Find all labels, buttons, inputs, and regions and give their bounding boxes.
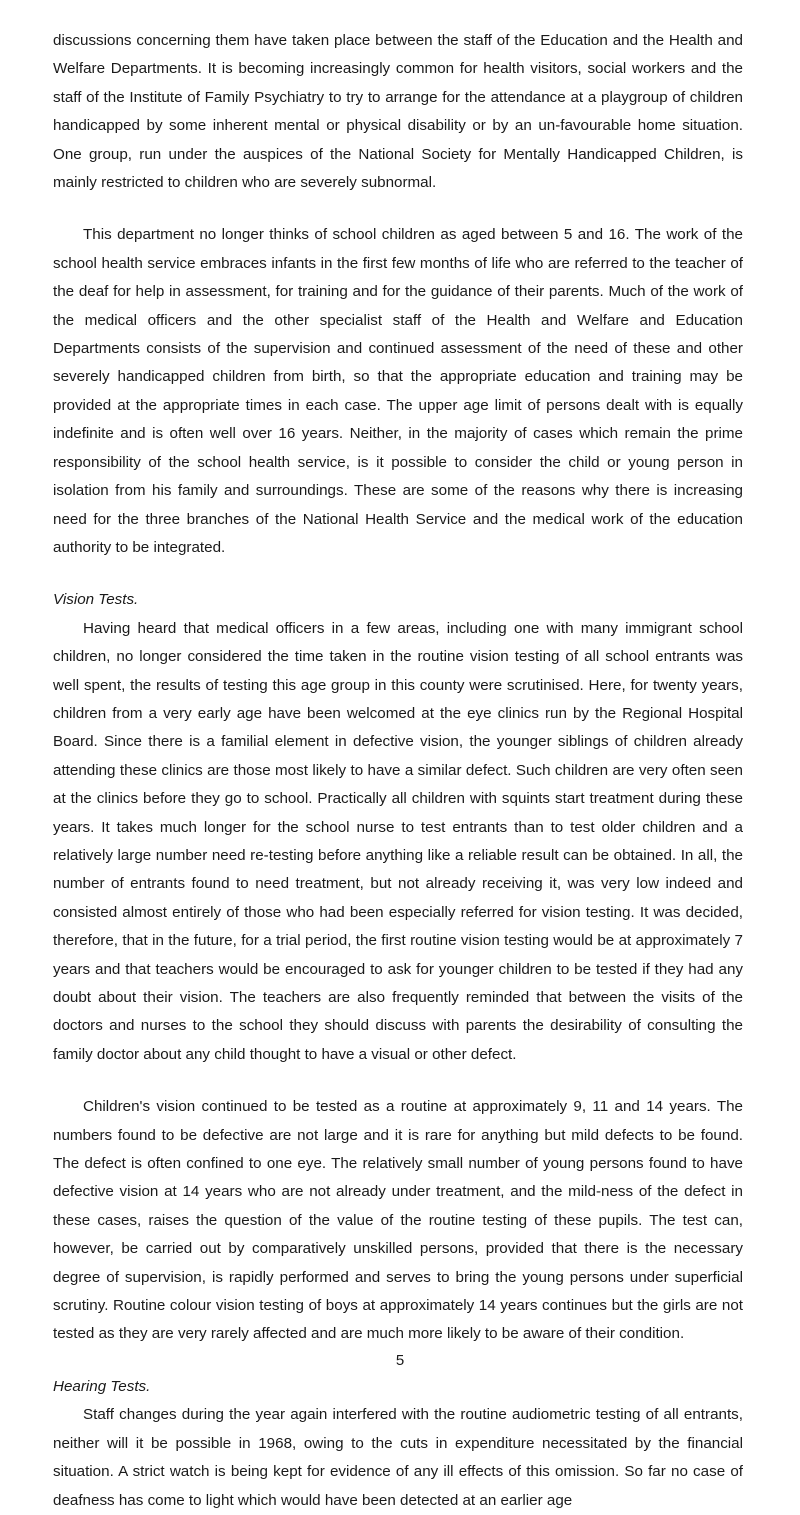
- heading-hearing-tests: Hearing Tests.: [53, 1377, 151, 1395]
- paragraph-gap: [53, 562, 743, 586]
- paragraph-hearing-tests: Staff changes during the year again interfered with the routine audiometric testing of all entrants, neither will it be possible in 1968, owing to the cuts in expenditure necessitated by the financial situation. A strict watch is being kept for evidence of any ill effects of this omission. So far no case of deafness has come to light which would have been detected at an earlier age: [53, 1406, 743, 1509]
- page-number: 5: [395, 1352, 405, 1369]
- heading-vision-tests: Vision Tests.: [53, 591, 139, 609]
- paragraph-gap: [53, 1069, 743, 1093]
- paragraph-vision-tests: Having heard that medical officers in a few areas, including one with many immigrant school children, no longer considered the time taken in the routine vision testing of all school entrants was well spent, the results of testing this age group in this county were scrutinised. Here, for twenty years, children from a very early age have been welcomed at the eye clinics run by the Regional Hospital Board. Since there is a familial element in defective vision, the younger siblings of children already attending these clinics are those most likely to have a similar defect. Such children are very often seen at the clinics before they go to school. Practically all children with squints start treatment during these years. It takes much longer for the school nurse to test entrants than to test older children and a relatively large number need re-testing before anything like a reliable result can be obtained. In all, the number of entrants found to need treatment, but not already receiving it, was very low indeed and consisted almost entirely of those who had been especially referred for vision testing. It was decided, therefore, that in the future, for a trial period, the first routine vision testing would be at approximately 7 years and that teachers would be encouraged to ask for younger children to be tested if they had any doubt about their vision. The teachers are also frequently reminded that between the visits of the doctors and nurses to the school they should discuss with parents the desirability of consulting the family doctor about any child thought to have a visual or other defect.: [53, 619, 743, 1063]
- paragraph-gap: [53, 197, 743, 221]
- document-page: [53, 27, 743, 1515]
- paragraph-vision-continued: Children's vision continued to be tested as a routine at approximately 9, 11 and 14 years. The numbers found to be defective are not large and it is rare for anything but mild defects to be found. The defect is often confined to one eye. The relatively small number of young persons found to have defective vision at 14 years who are not already under treatment, and the mild-ness of the defect in these cases, raises the question of the value of the routine testing of these pupils. The test can, however, be carried out by comparatively unskilled persons, provided that there is the necessary degree of supervision, is rapidly performed and serves to bring the young persons under superficial scrutiny. Routine colour vision testing of boys at approximately 14 years continues but the girls are not tested as they are very rarely affected and are much more likely to be aware of their condition.: [53, 1098, 743, 1343]
- paragraph-intro-continued: discussions concerning them have taken place between the staff of the Education and the Health and Welfare Departments. It is becoming increasingly common for health visitors, social workers and the staff of the Institute of Family Psychiatry to try to arrange for the attendance at a playgroup of children handicapped by some inherent mental or physical disability or by an un-favourable home situation. One group, run under the auspices of the National Society for Mentally Handicapped Children, is mainly restricted to children who are severely subnormal.: [53, 32, 743, 192]
- paragraph-school-age: This department no longer thinks of school children as aged between 5 and 16. The work of the school health service embraces infants in the first few months of life who are referred to the teacher of the deaf for help in assessment, for training and for the guidance of their parents. Much of the work of the medical officers and the other specialist staff of the Health and Welfare and Education Departments consists of the supervision and continued assessment of the need of these and other severely handicapped children from birth, so that the appropriate education and training may be provided at the appropriate times in each case. The upper age limit of persons dealt with is equally indefinite and is often well over 16 years. Neither, in the majority of cases which remain the prime responsibility of the school health service, is it possible to consider the child or young person in isolation from his family and surroundings. These are some of the reasons why there is increasing need for the three branches of the National Health Service and the medical work of the education authority to be integrated.: [53, 226, 743, 556]
